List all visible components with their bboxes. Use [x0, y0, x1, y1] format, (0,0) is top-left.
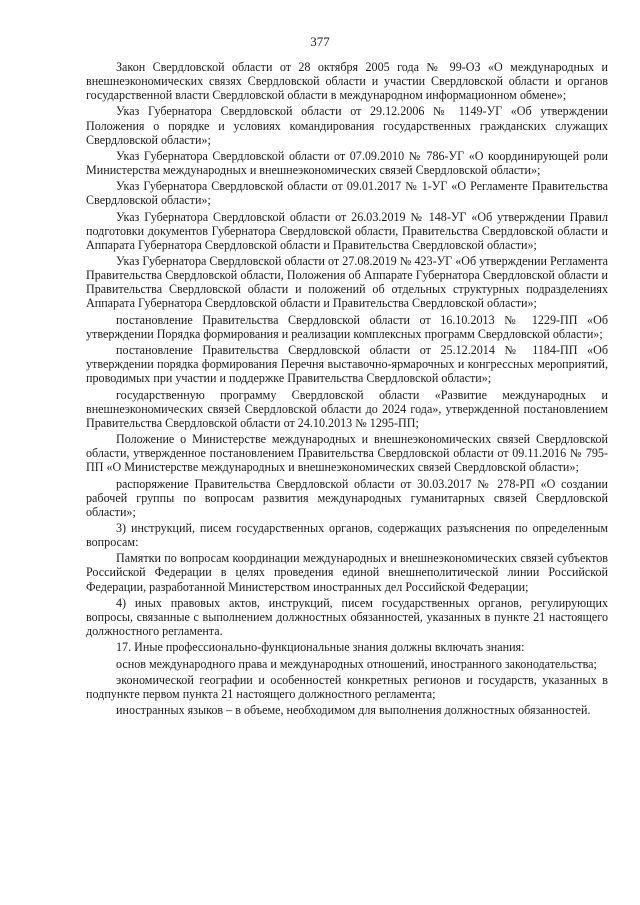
- paragraph: Указ Губернатора Свердловской области от 26.03.2019 № 148-УГ «Об утверждении Правил подготовки документов Губернатора Свердловской области, Правительства Свердловской области и Аппарата Губернатора Свердловской области и Правительства Свердловской области»;: [86, 209, 608, 252]
- page-number: 377: [310, 34, 330, 49]
- paragraph: Указ Губернатора Свердловской области от 29.12.2006 № 1149-УГ «Об утверждении Положения о порядке и условиях командирования государственных гражданских служащих Свердловской области»;: [86, 104, 608, 147]
- paragraph: Указ Губернатора Свердловской области от 09.01.2017 № 1-УГ «О Регламенте Правительства Свердловской области»;: [86, 179, 608, 208]
- paragraph: иностранных языков – в объеме, необходимом для выполнения должностных обязанностей.: [116, 703, 591, 718]
- paragraph: Закон Свердловской области от 28 октября 2005 года № 99-ОЗ «О международных и внешнеэкономических связях Свердловской области и участии Свердловской области и органов государственной власти Свердловской области в международном информационном обмене»;: [86, 60, 608, 103]
- paragraph: 4) иных правовых актов, инструкций, писем государственных органов, регулирующих вопросы, связанные с выполнением должностных обязанностей, указанных в пункте 21 настоящего должностного регламента.: [86, 595, 608, 638]
- paragraph: постановление Правительства Свердловской области от 16.10.2013 № 1229-ПП «Об утверждении Порядка формирования и реализации комплексных программ Свердловской области»;: [86, 312, 608, 341]
- paragraph: 17. Иные профессионально-функциональные знания должны включать знания:: [116, 640, 525, 655]
- paragraph: экономической географии и особенностей конкретных регионов и государств, указанных в подпункте первом пункта 21 настоящего должностного регламента;: [86, 672, 608, 701]
- paragraph: государственную программу Свердловской области «Развитие международных и внешнеэкономических связей Свердловской области до 2024 года», утвержденной постановлением Правительства Свердловской области от 24.10.2013 № 1295-ПП;: [86, 387, 608, 430]
- document-body: [86, 60, 608, 720]
- paragraph: Указ Губернатора Свердловской области от 27.08.2019 № 423-УГ «Об утверждении Регламента Правительства Свердловской области, Положения об Аппарате Губернатора Свердловской области и Правительства Свердловской области и положений об отдельных структурных подразделениях Аппарата Губернатора Свердловской области и Правительства Свердловской области»;: [86, 254, 608, 311]
- paragraph: Указ Губернатора Свердловской области от 07.09.2010 № 786-УГ «О координирующей роли Министерства международных и внешнеэкономических связей Свердловской области»;: [86, 148, 608, 178]
- paragraph: постановление Правительства Свердловской области от 25.12.2014 № 1184-ПП «Об утверждении порядка формирования Перечня выставочно-ярмарочных и конгрессных мероприятий, проводимых при участии и поддержке Правительства Свердловской области»;: [86, 343, 608, 386]
- paragraph: основ международного права и международных отношений, иностранного законодательства;: [116, 656, 597, 671]
- paragraph: Положение о Министерстве международных и внешнеэкономических связей Свердловской области, утвержденное постановлением Правительства Свердловской области от 09.11.2016 № 795-ПП «О Министерстве международных и внешнеэкономических связей Свердловской области»;: [86, 432, 608, 475]
- paragraph: распоряжение Правительства Свердловской области от 30.03.2017 № 278-РП «О создании рабочей группы по вопросам развития международных гуманитарных связей Свердловской области»;: [86, 476, 608, 519]
- paragraph: Памятки по вопросам координации международных и внешнеэкономических связей субъектов Российской Федерации в целях проведения единой внешнеполитической линии Российской Федерации, разработанной Министерством иностранных дел Российской Федерации;: [86, 551, 608, 594]
- paragraph: 3) инструкций, писем государственных органов, содержащих разъяснения по определенным вопросам:: [86, 520, 608, 550]
